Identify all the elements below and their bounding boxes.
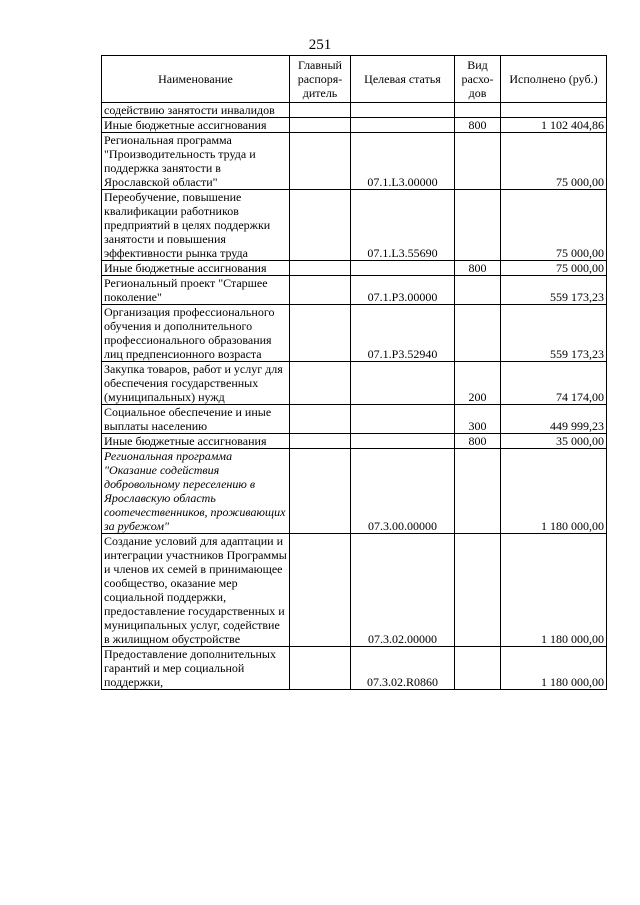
cell-name: Закупка товаров, работ и услуг для обеспечения государственных (муниципальных) нужд (102, 362, 290, 405)
page-number: 251 (308, 37, 332, 53)
cell-expense-type (455, 133, 501, 190)
cell-expense-type: 800 (455, 118, 501, 133)
cell-main-manager (290, 261, 351, 276)
table-row (102, 647, 607, 690)
table-row (102, 133, 607, 190)
cell-name: Организация профессионального обучения и дополнительного профессионального образования лиц предпенсионного возраста (102, 305, 290, 362)
cell-executed: 75 000,00 (501, 261, 607, 276)
cell-main-manager (290, 118, 351, 133)
cell-expense-type (455, 103, 501, 118)
cell-name: Предоставление дополнительных гарантий и мер социальной поддержки, (102, 647, 290, 690)
cell-expense-type: 200 (455, 362, 501, 405)
cell-executed: 1 102 404,86 (501, 118, 607, 133)
header-main-manager: Главный распоря-дитель (290, 56, 351, 103)
cell-target-article: 07.3.02.00000 (351, 534, 455, 647)
cell-name: Региональный проект "Старшее поколение" (102, 276, 290, 305)
table-row (102, 261, 607, 276)
table-header-row (102, 56, 607, 103)
header-expense-type: Вид расхо-дов (455, 56, 501, 103)
cell-main-manager (290, 276, 351, 305)
table-body (102, 103, 607, 690)
cell-expense-type (455, 276, 501, 305)
cell-target-article: 07.1.L3.55690 (351, 190, 455, 261)
cell-name: Иные бюджетные ассигнования (102, 434, 290, 449)
cell-expense-type: 300 (455, 405, 501, 434)
cell-executed: 75 000,00 (501, 190, 607, 261)
table-row (102, 190, 607, 261)
table-row (102, 449, 607, 534)
cell-main-manager (290, 133, 351, 190)
cell-target-article (351, 434, 455, 449)
cell-name: Переобучение, повышение квалификации работников предприятий в целях поддержки занятости и повышения эффективности рынка труда (102, 190, 290, 261)
cell-target-article (351, 103, 455, 118)
table-row (102, 434, 607, 449)
cell-target-article: 07.3.00.00000 (351, 449, 455, 534)
cell-main-manager (290, 449, 351, 534)
cell-executed: 1 180 000,00 (501, 647, 607, 690)
cell-target-article (351, 261, 455, 276)
cell-executed (501, 103, 607, 118)
header-name: Наименование (102, 56, 290, 103)
cell-target-article: 07.1.P3.00000 (351, 276, 455, 305)
cell-executed: 35 000,00 (501, 434, 607, 449)
cell-executed: 1 180 000,00 (501, 534, 607, 647)
cell-executed: 559 173,23 (501, 305, 607, 362)
cell-expense-type (455, 190, 501, 261)
table-row (102, 362, 607, 405)
table-row (102, 103, 607, 118)
cell-main-manager (290, 103, 351, 118)
cell-target-article: 07.1.L3.00000 (351, 133, 455, 190)
cell-main-manager (290, 534, 351, 647)
cell-name: Иные бюджетные ассигнования (102, 118, 290, 133)
budget-table (101, 55, 607, 690)
cell-name: Региональная программа "Производительность труда и поддержка занятости в Ярославской области" (102, 133, 290, 190)
header-target-article: Целевая статья (351, 56, 455, 103)
header-executed: Исполнено (руб.) (501, 56, 607, 103)
cell-target-article: 07.1.P3.52940 (351, 305, 455, 362)
cell-target-article (351, 405, 455, 434)
table-row (102, 276, 607, 305)
cell-main-manager (290, 190, 351, 261)
cell-expense-type (455, 534, 501, 647)
table-row (102, 405, 607, 434)
cell-expense-type (455, 305, 501, 362)
cell-target-article (351, 362, 455, 405)
table-row (102, 534, 607, 647)
cell-expense-type: 800 (455, 261, 501, 276)
cell-main-manager (290, 434, 351, 449)
cell-main-manager (290, 305, 351, 362)
cell-executed: 74 174,00 (501, 362, 607, 405)
cell-expense-type: 800 (455, 434, 501, 449)
cell-expense-type (455, 449, 501, 534)
cell-main-manager (290, 362, 351, 405)
cell-executed: 1 180 000,00 (501, 449, 607, 534)
cell-target-article: 07.3.02.R0860 (351, 647, 455, 690)
table-row (102, 118, 607, 133)
cell-name: Иные бюджетные ассигнования (102, 261, 290, 276)
cell-name: Социальное обеспечение и иные выплаты населению (102, 405, 290, 434)
table-row (102, 305, 607, 362)
cell-expense-type (455, 647, 501, 690)
cell-main-manager (290, 405, 351, 434)
cell-target-article (351, 118, 455, 133)
cell-name: Создание условий для адаптации и интеграции участников Программы и членов их семей в принимающее сообщество, оказание мер социальной поддержки, предоставление государственных и муниципальных услуг, содействие в жилищном обустройстве (102, 534, 290, 647)
cell-name: содействию занятости инвалидов (102, 103, 290, 118)
cell-main-manager (290, 647, 351, 690)
cell-executed: 449 999,23 (501, 405, 607, 434)
cell-executed: 559 173,23 (501, 276, 607, 305)
cell-executed: 75 000,00 (501, 133, 607, 190)
cell-name: Региональная программа "Оказание содействия добровольному переселению в Ярославскую область соотечественников, проживающих за рубежом" (102, 449, 290, 534)
